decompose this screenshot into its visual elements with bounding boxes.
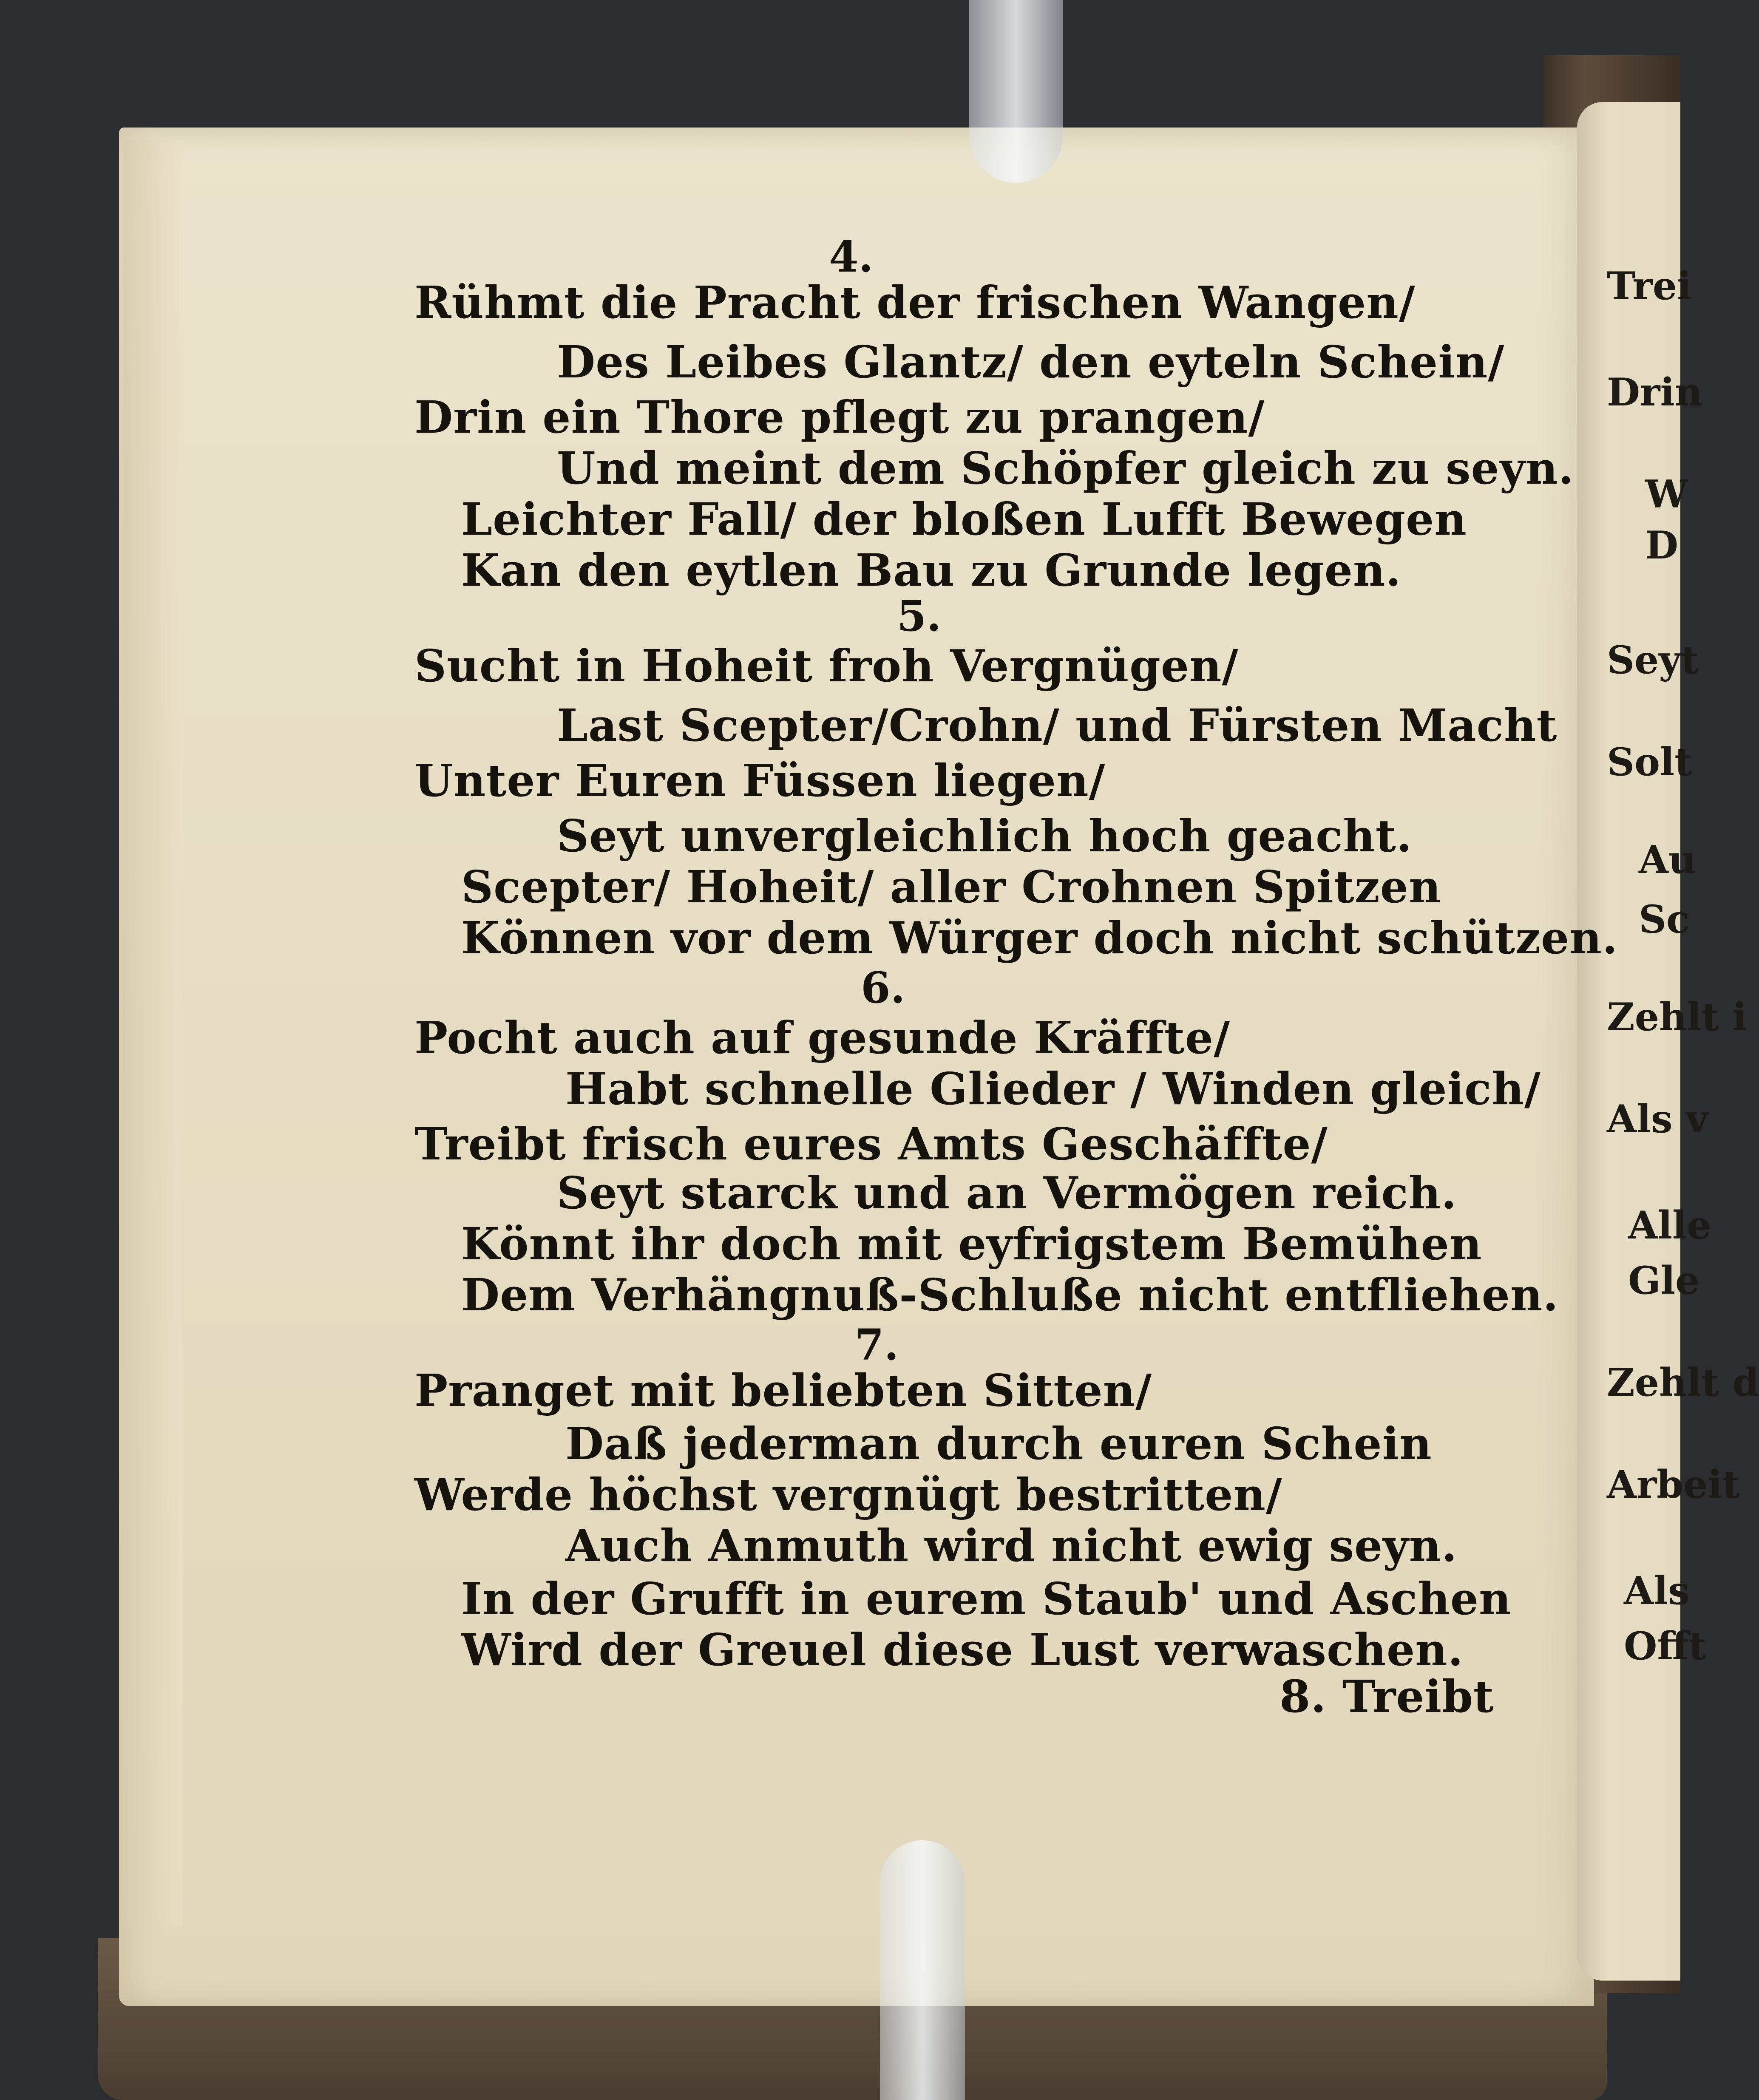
next-page-fragment: Au	[1639, 837, 1697, 882]
page-clip-top	[969, 0, 1063, 183]
verse-line: Sucht in Hoheit froh Vergnügen/	[414, 640, 1239, 692]
next-page-fragment: Als	[1624, 1568, 1690, 1613]
verse-line: Seyt unvergleichlich hoch geacht.	[557, 810, 1413, 862]
verse-line: Kan den eytlen Bau zu Grunde legen.	[461, 544, 1402, 596]
verse-line: Können vor dem Würger doch nicht schützen.	[461, 912, 1618, 964]
next-page-fragment: Solt	[1607, 740, 1692, 785]
next-page-fragment: Offt	[1624, 1624, 1706, 1669]
verse-line: Seyt starck und an Vermögen reich.	[557, 1167, 1457, 1219]
verse-line: Daß jederman durch euren Schein	[565, 1417, 1432, 1470]
verse-line: Könnt ihr doch mit eyfrigstem Bemühen	[461, 1218, 1482, 1270]
verse-line: Auch Anmuth wird nicht ewig seyn.	[565, 1519, 1458, 1572]
verse-line: Habt schnelle Glieder / Winden gleich/	[565, 1063, 1541, 1115]
verse-line: Drin ein Thore pflegt zu prangen/	[414, 391, 1265, 443]
verse-line: Last Scepter/Crohn/ und Fürsten Macht	[557, 699, 1558, 751]
next-page-fragment: D	[1645, 523, 1679, 568]
next-page-fragment: Als v	[1607, 1097, 1708, 1142]
verse-line: Pranget mit beliebten Sitten/	[414, 1364, 1152, 1417]
verse-line: Und meint dem Schöpfer gleich zu seyn.	[557, 442, 1574, 494]
stanza-number: 4.	[829, 232, 874, 282]
verse-line: Treibt frisch eures Amts Geschäffte/	[414, 1118, 1328, 1170]
next-page-fragment: Zehlt i	[1607, 995, 1747, 1040]
verse-line: Wird der Greuel diese Lust verwaschen.	[461, 1624, 1464, 1676]
next-page-fragment: Arbeit	[1607, 1462, 1740, 1507]
next-page-fragment: Seyt	[1607, 638, 1699, 683]
verse-line: Dem Verhängnuß-Schluße nicht entfliehen.	[461, 1269, 1559, 1321]
stanza-number: 7.	[854, 1320, 899, 1370]
catchword: 8. Treibt	[1280, 1670, 1494, 1723]
verse-line: Werde höchst vergnügt bestritten/	[414, 1468, 1283, 1521]
stanza-number: 6.	[861, 963, 905, 1013]
next-page-fragment: Drin	[1607, 370, 1703, 415]
next-page-fragment: Sc	[1639, 897, 1690, 942]
verse-line: Rühmt die Pracht der frischen Wangen/	[414, 276, 1416, 329]
next-page-fragment: Alle	[1628, 1203, 1711, 1248]
verse-line: Pocht auch auf gesunde Kräffte/	[414, 1012, 1231, 1064]
stanza-number: 5.	[897, 591, 942, 641]
next-page-fragment: Trei	[1607, 264, 1692, 309]
next-page-fragment: Zehlt d	[1607, 1360, 1759, 1405]
verse-line: Unter Euren Füssen liegen/	[414, 754, 1106, 807]
next-page-fragment: Gle	[1628, 1258, 1700, 1303]
verse-line: In der Grufft in eurem Staub' und Aschen	[461, 1573, 1512, 1625]
next-page-fragment: W	[1645, 472, 1688, 517]
verse-line: Scepter/ Hoheit/ aller Crohnen Spitzen	[461, 861, 1441, 913]
page-clip-bottom	[880, 1840, 965, 2100]
verse-line: Leichter Fall/ der bloßen Lufft Bewegen	[461, 493, 1467, 545]
verse-line: Des Leibes Glantz/ den eyteln Schein/	[557, 336, 1505, 388]
